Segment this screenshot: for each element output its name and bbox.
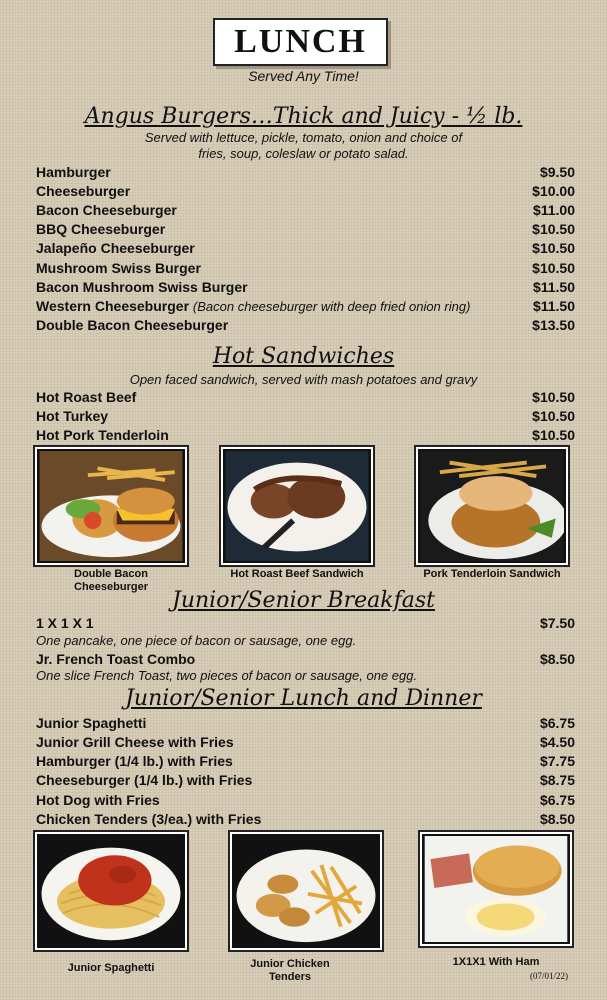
item-name: Hamburger (1/4 lb.) with Fries xyxy=(36,753,233,769)
item-name: Cheeseburger xyxy=(36,183,131,199)
item-price: $7.75 xyxy=(539,753,575,769)
item-name: BBQ Cheeseburger xyxy=(36,221,166,237)
photo-caption: Junior Chicken Tenders xyxy=(250,958,330,983)
breakfast-ham-photo xyxy=(422,834,570,944)
item-name: Bacon Mushroom Swiss Burger xyxy=(36,279,248,295)
item-price: $10.50 xyxy=(532,389,575,405)
menu-item xyxy=(36,408,575,427)
item-name: Western Cheeseburger xyxy=(36,298,190,314)
item-price: $7.50 xyxy=(539,615,575,631)
item-description: One pancake, one piece of bacon or sausage, one egg. xyxy=(36,633,357,648)
menu-item xyxy=(36,279,575,298)
item-price: $6.75 xyxy=(539,792,575,808)
section-heading-breakfast: Junior/Senior Breakfast xyxy=(172,588,435,613)
item-price: $10.50 xyxy=(532,427,575,443)
item-description: One slice French Toast, two pieces of bacon or sausage, one egg. xyxy=(36,668,418,683)
section-heading-lunch-dinner: Junior/Senior Lunch and Dinner xyxy=(125,686,482,711)
menu-item xyxy=(36,164,575,183)
item-price: $10.50 xyxy=(532,221,575,237)
menu-item xyxy=(36,317,575,336)
item-name: Mushroom Swiss Burger xyxy=(36,260,201,276)
item-price: $4.50 xyxy=(539,734,575,750)
item-name: Hot Roast Beef xyxy=(36,389,137,405)
menu-item xyxy=(36,792,575,811)
roast-beef-photo xyxy=(223,449,371,563)
item-name: Junior Spaghetti xyxy=(36,715,147,731)
menu-item xyxy=(36,221,575,240)
photo-caption: Double Bacon Cheeseburger xyxy=(74,568,148,593)
item-name: Double Bacon Cheeseburger xyxy=(36,317,229,333)
item-price: $13.50 xyxy=(532,317,575,333)
item-price: $8.50 xyxy=(539,811,575,827)
menu-item xyxy=(36,427,575,446)
menu-item xyxy=(36,183,575,202)
item-name: Jalapeño Cheeseburger xyxy=(36,240,195,256)
photo-caption: Hot Roast Beef Sandwich xyxy=(230,568,364,580)
item-name: Junior Grill Cheese with Fries xyxy=(36,734,234,750)
menu-item xyxy=(36,298,575,317)
menu-item xyxy=(36,615,575,634)
item-price: $10.50 xyxy=(532,240,575,256)
menu-item xyxy=(36,772,575,791)
hot-sandwiches-note: Open faced sandwich, served with mash potatoes and gravy xyxy=(129,372,478,387)
tenderloin-photo xyxy=(418,449,566,563)
page-subtitle: Served Any Time! xyxy=(248,68,359,84)
item-price: $8.50 xyxy=(539,651,575,667)
item-description: (Bacon cheeseburger with deep fried onion ring) xyxy=(192,299,471,314)
item-price: $10.50 xyxy=(532,260,575,276)
item-price: $6.75 xyxy=(539,715,575,731)
menu-item xyxy=(36,389,575,408)
item-name: Cheeseburger (1/4 lb.) with Fries xyxy=(36,772,253,788)
item-price: $9.50 xyxy=(539,164,575,180)
menu-item xyxy=(36,734,575,753)
item-name: Jr. French Toast Combo xyxy=(36,651,196,667)
item-name: Bacon Cheeseburger xyxy=(36,202,177,218)
burgers-note-line1: Served with lettuce, pickle, tomato, onion and choice of xyxy=(144,130,463,145)
menu-item xyxy=(36,811,575,830)
menu-item xyxy=(36,753,575,772)
item-name: Chicken Tenders (3/ea.) with Fries xyxy=(36,811,262,827)
photo-caption: Junior Spaghetti xyxy=(67,962,155,974)
item-price: $11.00 xyxy=(532,202,575,218)
menu-item xyxy=(36,202,575,221)
photo-caption: Pork Tenderloin Sandwich xyxy=(423,568,561,580)
burger-photo xyxy=(37,449,185,563)
revision-date: (07/01/22) xyxy=(530,971,568,981)
spaghetti-photo xyxy=(37,834,185,948)
item-price: $10.00 xyxy=(532,183,575,199)
photo-caption: 1X1X1 With Ham xyxy=(452,956,540,968)
item-price: $11.50 xyxy=(532,279,575,295)
lunch-banner xyxy=(213,18,388,66)
item-name: Hamburger xyxy=(36,164,111,180)
item-price: $10.50 xyxy=(532,408,575,424)
section-heading-burgers: Angus Burgers…Thick and Juicy - ½ lb. xyxy=(84,104,523,129)
item-name: Hot Turkey xyxy=(36,408,109,424)
chicken-tenders-photo xyxy=(232,834,380,948)
menu-item xyxy=(36,715,575,734)
item-price: $8.75 xyxy=(539,772,575,788)
item-name: Hot Pork Tenderloin xyxy=(36,427,169,443)
menu-item xyxy=(36,260,575,279)
item-price: $11.50 xyxy=(532,298,575,314)
section-heading-hot-sandwiches: Hot Sandwiches xyxy=(212,344,395,369)
item-name: Hot Dog with Fries xyxy=(36,792,160,808)
menu-item xyxy=(36,240,575,259)
page-title: LUNCH xyxy=(234,23,367,60)
item-name: 1 X 1 X 1 xyxy=(36,615,94,631)
burgers-note-line2: fries, soup, coleslaw or potato salad. xyxy=(198,146,409,161)
